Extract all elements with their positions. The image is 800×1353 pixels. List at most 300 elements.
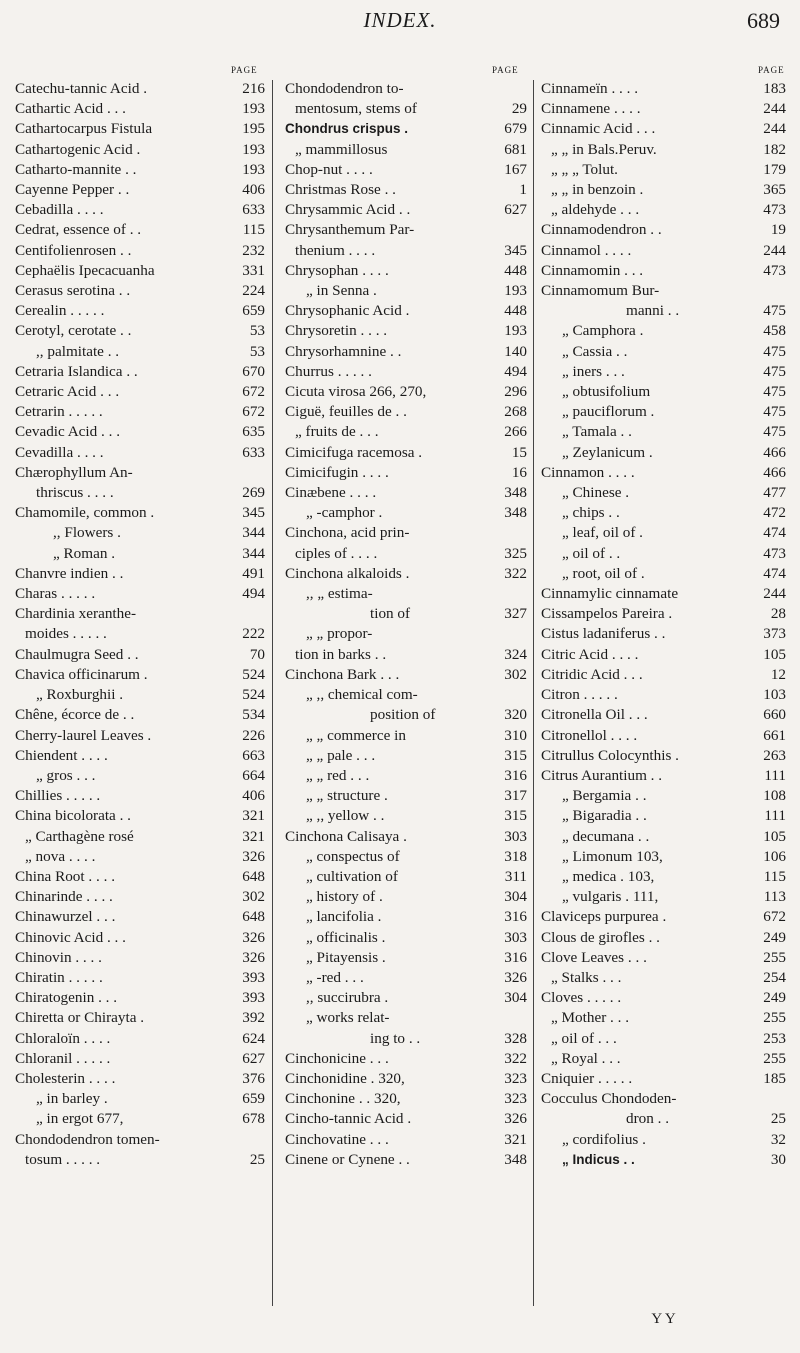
entry-term: Cerasus serotina . .	[15, 282, 131, 300]
index-entry	[285, 180, 527, 200]
index-entry	[541, 402, 786, 422]
index-entry	[15, 362, 265, 382]
entry-term: Cinchona alkaloids .	[285, 564, 410, 582]
entry-term: Chloraloïn . . . .	[15, 1029, 111, 1047]
entry-page-ref: 663	[242, 746, 265, 764]
entry-term: Cicuta virosa 266, 270,	[285, 383, 427, 401]
index-entry	[15, 645, 265, 665]
index-entry	[285, 342, 527, 362]
entry-page-ref: 494	[242, 585, 265, 603]
index-entry	[541, 1008, 786, 1028]
entry-term: „ root, oil of .	[562, 564, 645, 582]
entry-page-ref: 224	[242, 282, 265, 300]
entry-term: Churrus . . . . .	[285, 362, 372, 380]
entry-term: Chiretta or Chirayta .	[15, 1009, 145, 1027]
index-entry	[541, 544, 786, 564]
index-entry	[541, 685, 786, 705]
index-entry	[15, 140, 265, 160]
entry-term: „ „ commerce in	[306, 726, 406, 744]
index-entry	[15, 1109, 265, 1129]
entry-page-ref: 244	[763, 585, 786, 603]
entry-page-ref: 326	[242, 928, 265, 946]
entry-term: Chrysoretin . . . .	[285, 322, 388, 340]
entry-page-ref: 53	[249, 342, 265, 360]
entry-page-ref: 249	[763, 928, 786, 946]
index-entry	[541, 1049, 786, 1069]
entry-term: „ Zeylanicum .	[562, 443, 653, 461]
entry-term: Citrullus Colocynthis .	[541, 746, 679, 764]
entry-page-ref: 25	[770, 1110, 786, 1128]
index-entry	[541, 119, 786, 139]
index-entry	[541, 180, 786, 200]
index-entry	[285, 726, 527, 746]
entry-page-ref: 253	[763, 1029, 786, 1047]
entry-term: „ Stalks . . .	[551, 968, 622, 986]
index-entry	[15, 827, 265, 847]
entry-page-ref: 328	[504, 1029, 527, 1047]
entry-term: Cetraric Acid . . .	[15, 383, 120, 401]
index-entry	[15, 968, 265, 988]
index-entry	[285, 665, 527, 685]
entry-term: China bicolorata . .	[15, 807, 131, 825]
entry-term: Chillies . . . . .	[15, 787, 101, 805]
entry-page-ref: 304	[504, 888, 527, 906]
entry-page-ref: 475	[763, 342, 786, 360]
index-entry	[15, 200, 265, 220]
page-header	[0, 8, 800, 38]
entry-term: „ aldehyde . . .	[551, 201, 640, 219]
index-column-2	[285, 79, 527, 1170]
entry-term: „ medica . 103,	[562, 867, 655, 885]
index-entry	[15, 79, 265, 99]
entry-term: Chærophyllum An-	[15, 463, 133, 481]
entry-term: Chondodendron tomen-	[15, 1130, 160, 1148]
index-entry	[285, 140, 527, 160]
index-entry	[285, 746, 527, 766]
index-entry	[541, 827, 786, 847]
index-entry	[285, 1130, 527, 1150]
index-entry	[541, 604, 786, 624]
index-entry	[15, 867, 265, 887]
entry-page-ref: 466	[763, 443, 786, 461]
entry-term: „ officinalis .	[306, 928, 386, 946]
index-entry	[285, 584, 527, 604]
entry-page-ref: 244	[763, 120, 786, 138]
entry-term: „ Tamala . .	[562, 423, 632, 441]
index-entry	[285, 1089, 527, 1109]
entry-page-ref: 106	[763, 847, 786, 865]
index-entry	[15, 402, 265, 422]
entry-term: „ „ in benzoin .	[551, 181, 644, 199]
entry-page-ref: 672	[242, 403, 265, 421]
entry-page-ref: 315	[504, 807, 527, 825]
entry-term: Chiendent . . . .	[15, 746, 108, 764]
entry-term: Cinnamomum Bur-	[541, 282, 660, 300]
entry-page-ref: 216	[242, 80, 265, 97]
entry-page-ref: 477	[763, 484, 786, 502]
column-divider	[272, 80, 273, 1306]
entry-page-ref: 255	[763, 948, 786, 966]
entry-term: Cissampelos Pareira .	[541, 605, 673, 623]
entry-page-ref: 115	[763, 867, 786, 885]
running-title: INDEX.	[363, 8, 437, 32]
entry-term: thriscus . . . .	[36, 484, 114, 502]
entry-page-ref: 302	[504, 665, 527, 683]
entry-page-ref: 344	[242, 524, 265, 542]
index-entry	[15, 301, 265, 321]
entry-page-ref: 53	[249, 322, 265, 340]
index-entry	[285, 1150, 527, 1170]
entry-page-ref: 183	[763, 80, 786, 97]
entry-term: Chiratogenin . . .	[15, 989, 118, 1007]
entry-term: „ lancifolia .	[306, 908, 382, 926]
entry-page-ref: 365	[763, 181, 786, 199]
index-entry	[541, 321, 786, 341]
index-entry	[285, 705, 527, 725]
entry-page-ref: 108	[763, 787, 786, 805]
entry-term: tosum . . . . .	[25, 1150, 101, 1168]
index-entry	[15, 342, 265, 362]
entry-term: „ Carthagène rosé	[25, 827, 134, 845]
index-entry	[15, 665, 265, 685]
index-entry	[541, 1109, 786, 1129]
entry-page-ref: 111	[764, 807, 786, 825]
entry-page-ref: 624	[242, 1029, 265, 1047]
index-entry	[285, 79, 527, 99]
index-entry	[285, 867, 527, 887]
entry-page-ref: 475	[763, 362, 786, 380]
index-entry	[285, 564, 527, 584]
entry-term: „ Roxburghii .	[36, 686, 124, 704]
entry-page-ref: 266	[504, 423, 527, 441]
entry-term: Cistus ladaniferus . .	[541, 625, 666, 643]
entry-term: Chinovin . . . .	[15, 948, 102, 966]
entry-term: „ history of .	[306, 888, 383, 906]
index-entry	[541, 867, 786, 887]
entry-term: „ Royal . . .	[551, 1049, 621, 1067]
entry-term: „ Roman .	[53, 544, 116, 562]
entry-term: Cinnamomin . . .	[541, 261, 644, 279]
entry-page-ref: 376	[242, 1069, 265, 1087]
index-entry	[541, 483, 786, 503]
entry-term: Chrysophanic Acid .	[285, 302, 410, 320]
index-entry	[541, 1150, 786, 1170]
entry-page-ref: 179	[763, 160, 786, 178]
entry-term: Cerotyl, cerotate . .	[15, 322, 132, 340]
entry-term: „ ,, chemical com-	[306, 686, 418, 704]
index-entry	[541, 746, 786, 766]
entry-term: Cayenne Pepper . .	[15, 181, 130, 199]
entry-term: „ works relat-	[306, 1009, 390, 1027]
entry-page-ref: 475	[763, 302, 786, 320]
index-entry	[15, 766, 265, 786]
index-entry	[285, 928, 527, 948]
entry-term: Cinnamene . . . .	[541, 100, 641, 118]
entry-term: Cimicifuga racemosa .	[285, 443, 423, 461]
entry-page-ref: 323	[504, 1069, 527, 1087]
entry-term: Cinnamic Acid . . .	[541, 120, 656, 138]
index-entry	[15, 281, 265, 301]
index-entry	[15, 523, 265, 543]
entry-term: Cathartic Acid . . .	[15, 100, 126, 118]
entry-page-ref: 222	[242, 625, 265, 643]
entry-page-ref: 193	[242, 140, 265, 158]
entry-page-ref: 345	[504, 241, 527, 259]
index-column-3	[541, 79, 786, 1170]
entry-page-ref: 185	[763, 1069, 786, 1087]
entry-page-ref: 392	[242, 1009, 265, 1027]
entry-term: „ in barley .	[36, 1090, 108, 1108]
entry-term: „ cordifolius .	[562, 1130, 646, 1148]
entry-term: mentosum, stems of	[295, 100, 417, 118]
entry-term: „ Pitayensis .	[306, 948, 386, 966]
entry-page-ref: 15	[511, 443, 527, 461]
entry-page-ref: 12	[770, 665, 786, 683]
entry-term: „ Mother . . .	[551, 1009, 630, 1027]
column-page-label: PAGE	[758, 65, 785, 75]
entry-term: ciples of . . . .	[295, 544, 378, 562]
entry-term: „ fruits de . . .	[295, 423, 379, 441]
index-entry	[541, 645, 786, 665]
index-entry	[541, 301, 786, 321]
index-entry	[15, 443, 265, 463]
entry-term: Cinnamylic cinnamate	[541, 585, 679, 603]
entry-term: Cinchonine . . 320,	[285, 1090, 401, 1108]
entry-page-ref: 406	[242, 787, 265, 805]
entry-term: „ in Senna .	[306, 282, 377, 300]
index-entry	[15, 1049, 265, 1069]
index-entry	[15, 806, 265, 826]
entry-page-ref: 232	[242, 241, 265, 259]
index-entry	[15, 463, 265, 483]
index-entry	[285, 1069, 527, 1089]
index-entry	[285, 645, 527, 665]
index-entry	[541, 705, 786, 725]
index-entry	[541, 523, 786, 543]
entry-term: „ „ structure .	[306, 787, 388, 805]
entry-term: Chaulmugra Seed . .	[15, 645, 139, 663]
entry-term: Cebadilla . . . .	[15, 201, 104, 219]
index-entry	[541, 342, 786, 362]
entry-page-ref: 193	[242, 160, 265, 178]
entry-page-ref: 105	[763, 827, 786, 845]
index-entry	[541, 443, 786, 463]
entry-term: Chiratin . . . . .	[15, 968, 103, 986]
index-entry	[285, 523, 527, 543]
entry-page-ref: 473	[763, 544, 786, 562]
index-entry	[15, 1150, 265, 1170]
entry-page-ref: 28	[770, 605, 786, 623]
entry-page-ref: 326	[504, 1110, 527, 1128]
entry-page-ref: 255	[763, 1009, 786, 1027]
entry-page-ref: 475	[763, 403, 786, 421]
entry-page-ref: 373	[763, 625, 786, 643]
entry-page-ref: 472	[763, 504, 786, 522]
entry-page-ref: 303	[504, 928, 527, 946]
entry-term: tion of	[370, 605, 411, 623]
entry-page-ref: 317	[504, 787, 527, 805]
entry-page-ref: 321	[242, 827, 265, 845]
entry-page-ref: 25	[249, 1150, 265, 1168]
entry-page-ref: 249	[763, 989, 786, 1007]
entry-page-ref: 321	[242, 807, 265, 825]
entry-term: manni . .	[626, 302, 680, 320]
index-entry	[15, 321, 265, 341]
index-entry	[15, 564, 265, 584]
entry-page-ref: 678	[242, 1110, 265, 1128]
entry-term: „ pauciflorum .	[562, 403, 655, 421]
entry-page-ref: 524	[242, 665, 265, 683]
index-entry	[285, 483, 527, 503]
entry-term: „ „ in Bals.Peruv.	[551, 140, 657, 158]
entry-term: tion in barks . .	[295, 645, 387, 663]
index-entry	[15, 584, 265, 604]
entry-page-ref: 348	[504, 1150, 527, 1168]
entry-term: Catharto-mannite . .	[15, 160, 137, 178]
entry-term: Cevadic Acid . . .	[15, 423, 121, 441]
entry-term: Centifolienrosen . .	[15, 241, 132, 259]
index-entry	[541, 261, 786, 281]
entry-term: „ Camphora .	[562, 322, 644, 340]
index-entry	[541, 907, 786, 927]
entry-term: dron . .	[626, 1110, 670, 1128]
entry-term: Cathartocarpus Fistula	[15, 120, 153, 138]
entry-page-ref: 255	[763, 1049, 786, 1067]
index-entry	[15, 180, 265, 200]
entry-term: „ „ propor-	[306, 625, 373, 643]
index-entry	[285, 241, 527, 261]
entry-page-ref: 475	[763, 423, 786, 441]
entry-page-ref: 672	[242, 383, 265, 401]
index-entry	[285, 160, 527, 180]
entry-term: Cinchona Bark . . .	[285, 665, 400, 683]
entry-page-ref: 473	[763, 201, 786, 219]
entry-page-ref: 318	[504, 847, 527, 865]
entry-page-ref: 323	[504, 1090, 527, 1108]
entry-term: „ in ergot 677,	[36, 1110, 124, 1128]
index-entry	[541, 140, 786, 160]
entry-term: Claviceps purpurea .	[541, 908, 667, 926]
entry-term: „ Cassia . .	[562, 342, 628, 360]
index-entry	[15, 503, 265, 523]
index-entry	[541, 665, 786, 685]
index-entry	[15, 1089, 265, 1109]
entry-term: Cinchona, acid prin-	[285, 524, 410, 542]
entry-page-ref: 30	[770, 1150, 786, 1168]
index-entry	[541, 362, 786, 382]
entry-term: „ ,, yellow . .	[306, 807, 385, 825]
index-entry	[541, 624, 786, 644]
entry-term: Cholesterin . . . .	[15, 1069, 116, 1087]
index-entry	[15, 544, 265, 564]
entry-term: „ Chinese .	[562, 484, 630, 502]
entry-page-ref: 268	[504, 403, 527, 421]
entry-page-ref: 448	[504, 261, 527, 279]
entry-term: „ -red . . .	[306, 968, 364, 986]
entry-term: Chop-nut . . . .	[285, 160, 373, 178]
entry-term: Cedrat, essence of . .	[15, 221, 142, 239]
entry-term: Cinæbene . . . .	[285, 484, 377, 502]
entry-page-ref: 661	[763, 726, 786, 744]
index-entry	[285, 119, 527, 139]
entry-term: „ „ pale . . .	[306, 746, 376, 764]
entry-term: „ „ „ Tolut.	[551, 160, 618, 178]
entry-term: Cinchonicine . . .	[285, 1049, 389, 1067]
entry-page-ref: 103	[763, 686, 786, 704]
index-entry	[15, 1130, 265, 1150]
entry-term: Chrysorhamnine . .	[285, 342, 402, 360]
entry-term: Citridic Acid . . .	[541, 665, 643, 683]
entry-page-ref: 316	[504, 766, 527, 784]
entry-term: Cherry-laurel Leaves .	[15, 726, 152, 744]
entry-page-ref: 321	[504, 1130, 527, 1148]
entry-page-ref: 29	[511, 100, 527, 118]
index-entry	[285, 968, 527, 988]
entry-page-ref: 448	[504, 302, 527, 320]
entry-term: Charas . . . . .	[15, 585, 96, 603]
entry-term: Chavica officinarum .	[15, 665, 148, 683]
entry-term: Cimicifugin . . . .	[285, 463, 389, 481]
entry-page-ref: 679	[504, 120, 527, 138]
entry-page-ref: 244	[763, 100, 786, 118]
entry-page-ref: 393	[242, 968, 265, 986]
entry-page-ref: 115	[242, 221, 265, 239]
entry-term: „ „ red . . .	[306, 766, 370, 784]
entry-term: Cloves . . . . .	[541, 989, 622, 1007]
entry-page-ref: 326	[242, 948, 265, 966]
entry-page-ref: 473	[763, 261, 786, 279]
index-entry	[15, 99, 265, 119]
entry-page-ref: 664	[242, 766, 265, 784]
index-entry	[285, 988, 527, 1008]
entry-page-ref: 315	[504, 746, 527, 764]
entry-page-ref: 345	[242, 504, 265, 522]
entry-page-ref: 16	[511, 463, 527, 481]
index-entry	[541, 79, 786, 99]
entry-page-ref: 331	[242, 261, 265, 279]
index-entry	[285, 624, 527, 644]
index-entry	[541, 948, 786, 968]
entry-term: „ vulgaris . 111,	[562, 888, 659, 906]
entry-page-ref: 111	[764, 766, 786, 784]
entry-page-ref: 320	[504, 706, 527, 724]
entry-term: Cinchovatine . . .	[285, 1130, 389, 1148]
entry-page-ref: 672	[763, 908, 786, 926]
entry-term: Chardinia xeranthe-	[15, 605, 137, 623]
entry-term: Cinnameïn . . . .	[541, 80, 639, 97]
entry-term: Chrysammic Acid . .	[285, 201, 411, 219]
entry-term: Citron . . . . .	[541, 686, 618, 704]
entry-page-ref: 244	[763, 241, 786, 259]
index-column-1	[15, 79, 265, 1170]
index-entry	[541, 241, 786, 261]
entry-term: Cocculus Chondoden-	[541, 1090, 677, 1108]
index-entry	[285, 847, 527, 867]
entry-page-ref: 659	[242, 1090, 265, 1108]
index-entry	[541, 766, 786, 786]
entry-term: Citronellol . . . .	[541, 726, 638, 744]
index-entry	[541, 281, 786, 301]
index-entry	[15, 119, 265, 139]
entry-page-ref: 659	[242, 302, 265, 320]
index-entry	[541, 160, 786, 180]
index-entry	[15, 1069, 265, 1089]
entry-page-ref: 324	[504, 645, 527, 663]
entry-term: „ nova . . . .	[25, 847, 96, 865]
entry-term: Cinnamol . . . .	[541, 241, 632, 259]
index-entry	[285, 907, 527, 927]
entry-page-ref: 322	[504, 1049, 527, 1067]
